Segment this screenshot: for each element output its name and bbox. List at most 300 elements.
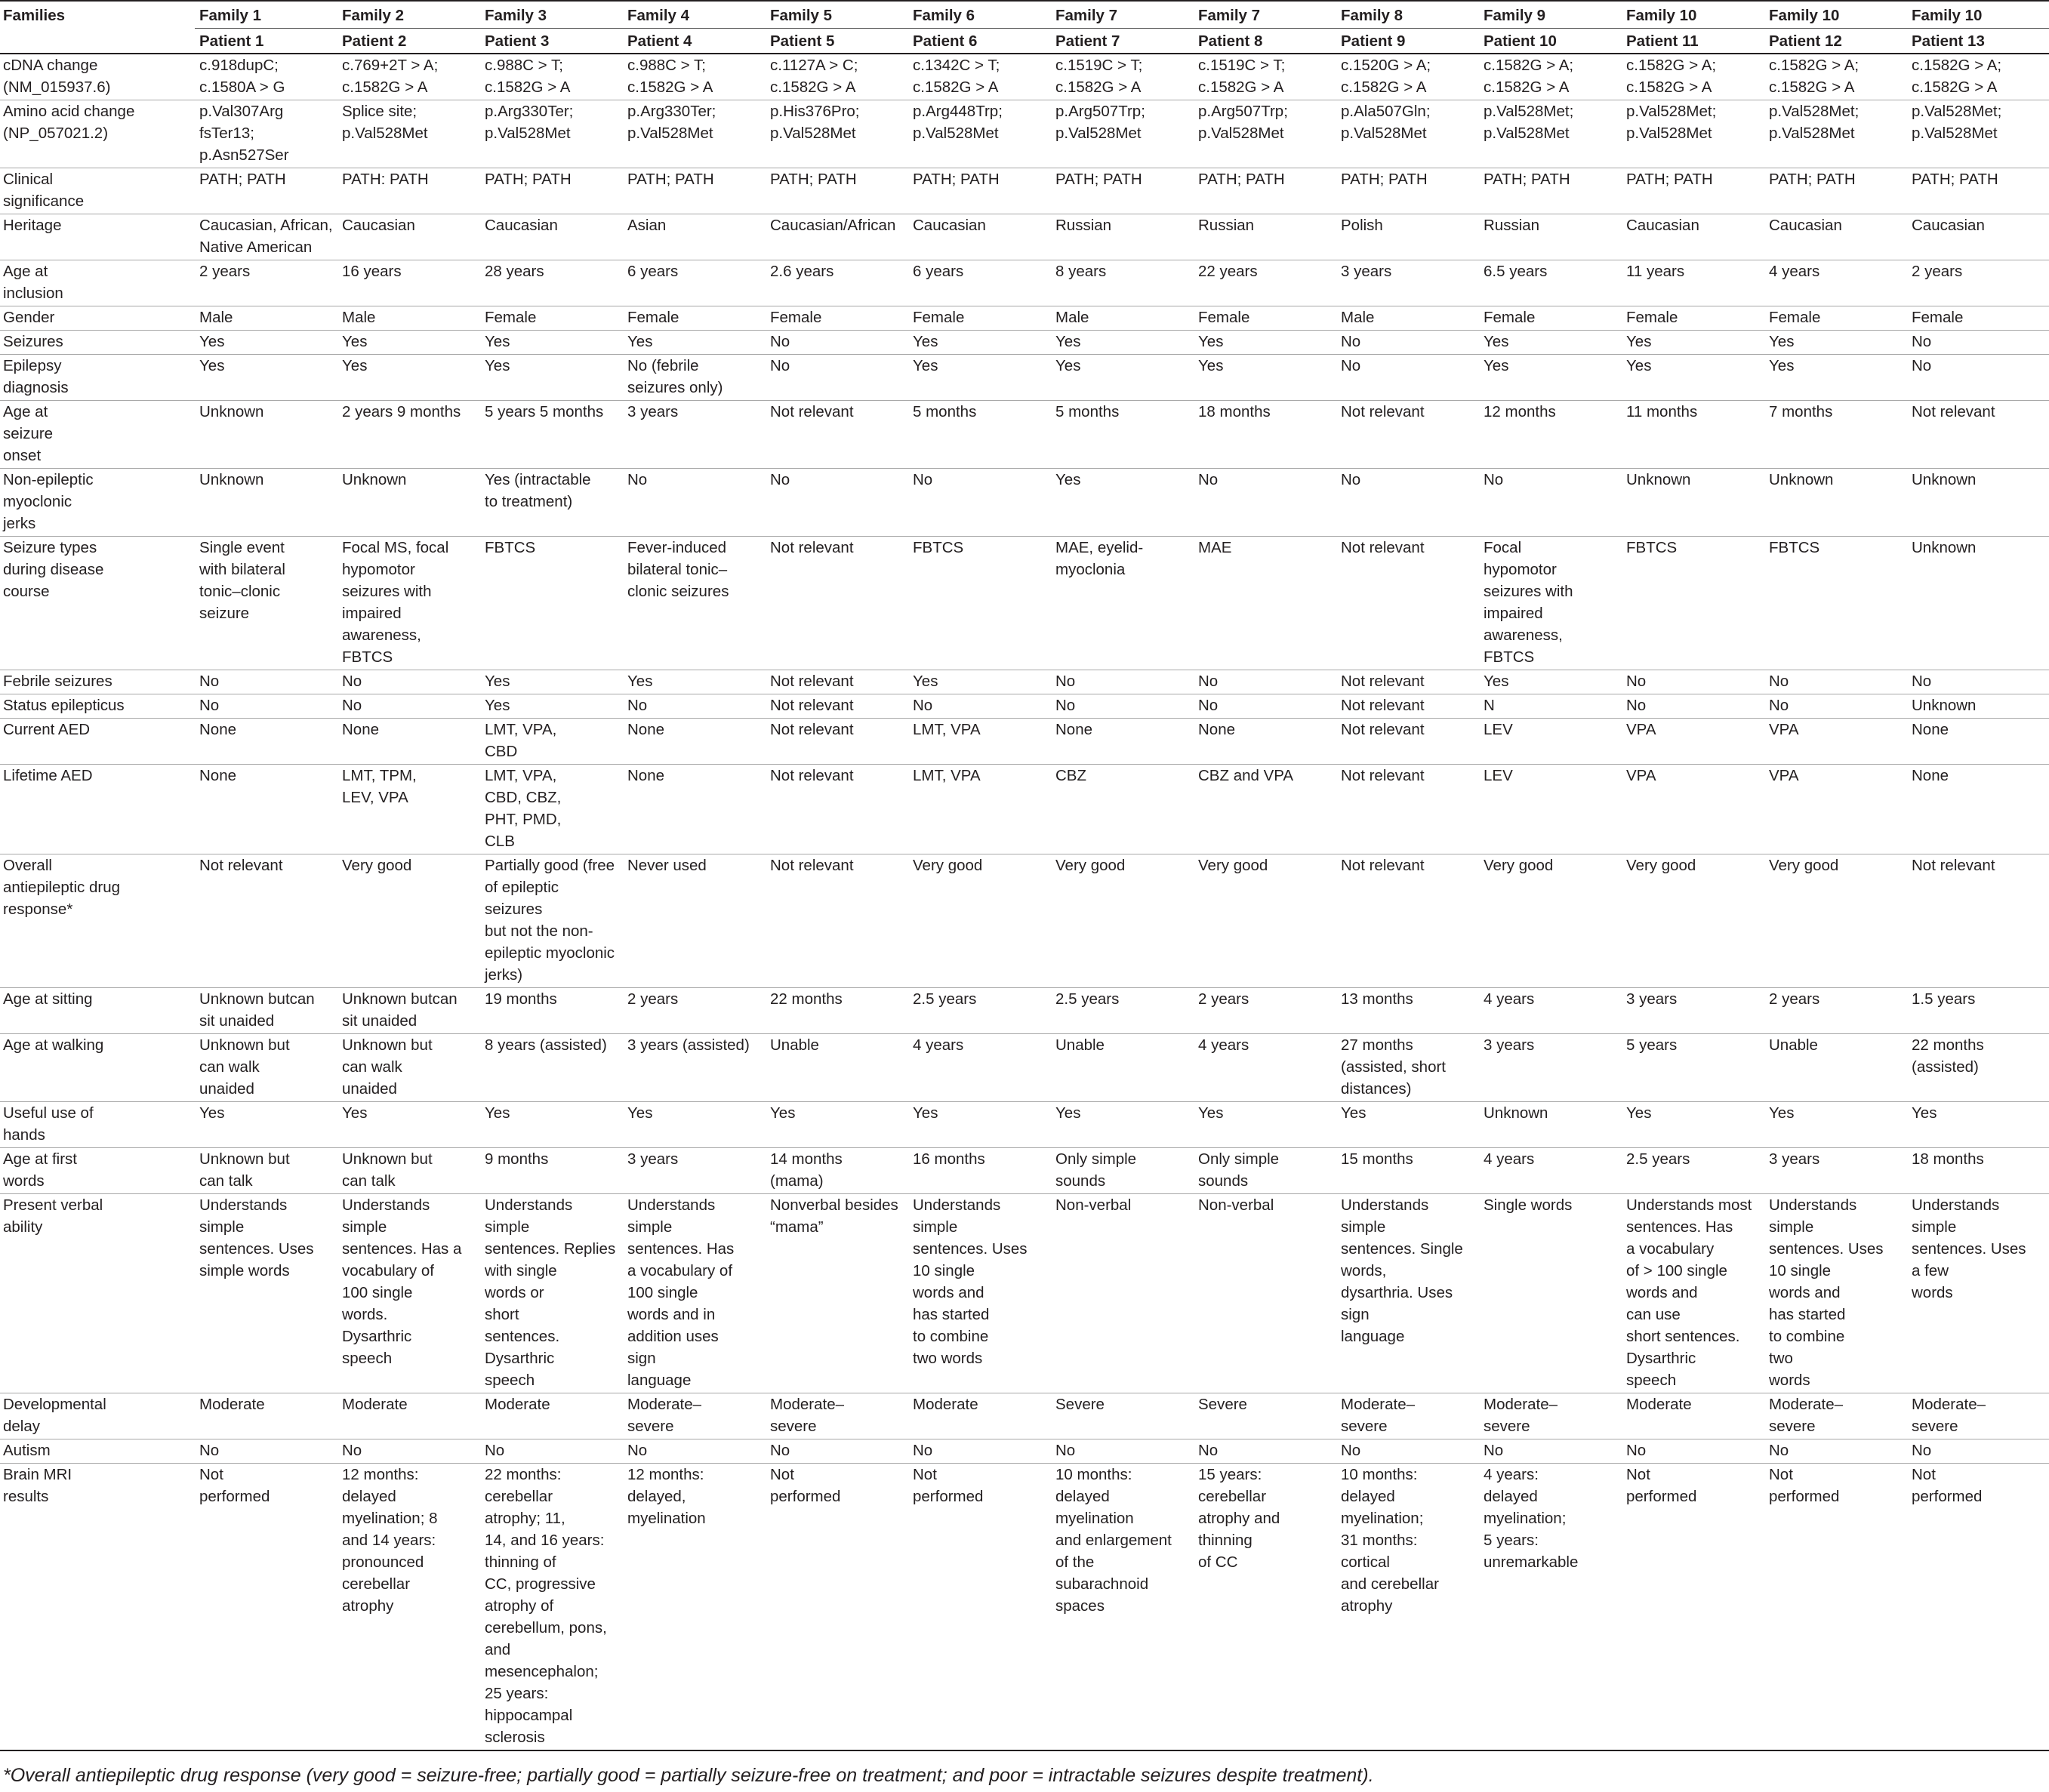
table-cell: 3 years [627, 1150, 679, 1168]
table-cell: Yes [1769, 333, 1795, 350]
table-cell: 14 months (mama) [770, 1150, 843, 1190]
table-cell: Female [1626, 309, 1678, 326]
table-cell: Yes [1198, 357, 1224, 374]
table-cell: Single event with bilateral tonic–clonic seizure [199, 539, 285, 622]
table-cell: Severe [1198, 1396, 1247, 1413]
table-cell: FBTCS [1769, 539, 1820, 556]
table-cell: Female [1484, 309, 1536, 326]
family-header-cell: Family 6 [908, 1, 1051, 29]
table-cell: PATH; PATH [1341, 171, 1428, 188]
table-cell: 7 months [1769, 403, 1833, 420]
table-cell: No [913, 1442, 933, 1459]
table-cell: 12 months: delayed, myelination [627, 1466, 706, 1527]
table-cell: Never used [627, 857, 707, 874]
table-cell: PATH; PATH [1912, 171, 1998, 188]
table-cell: PATH; PATH [913, 171, 1000, 188]
table-cell: Not relevant [1341, 721, 1425, 738]
table-cell: c.1582G > A; c.1582G > A [1626, 57, 1717, 96]
table-cell: No [1626, 1442, 1647, 1459]
table-cell: Understands simple sentences. Uses 10 single words and has started to combine two words [913, 1196, 1028, 1367]
table-cell: Unknown [1484, 1104, 1548, 1122]
family-header-cell: Family 10 [1622, 1, 1764, 29]
table-cell: No [1341, 1442, 1361, 1459]
patient-header-cell: Patient 1 [195, 29, 337, 54]
table-cell: No [199, 673, 220, 690]
table-cell: LEV [1484, 767, 1513, 784]
table-cell: No [1626, 697, 1647, 714]
table-cell: Yes [1769, 1104, 1795, 1122]
table-cell: Yes [1484, 673, 1509, 690]
table-cell: Yes [199, 1104, 225, 1122]
table-cell: c.988C > T; c.1582G > A [627, 57, 713, 96]
table-cell: No [1769, 1442, 1789, 1459]
table-cell: 18 months [1198, 403, 1271, 420]
table-cell: 4 years [913, 1036, 964, 1054]
family-header-cell: Family 10 [1764, 1, 1907, 29]
table-cell: p.His376Pro; p.Val528Met [770, 103, 860, 142]
table-cell: 3 years [1341, 263, 1392, 280]
table-cell: Not relevant [1341, 857, 1425, 874]
table-cell: 8 years [1055, 263, 1107, 280]
table-cell: Focal hypomotor seizures with impaired awareness, FBTCS [1484, 539, 1573, 666]
table-cell: p.Arg507Trp; p.Val528Met [1055, 103, 1145, 142]
patient-header-cell: Patient 13 [1907, 29, 2049, 54]
table-cell: c.918dupC; c.1580A > G [199, 57, 285, 96]
table-row [0, 1102, 2049, 1148]
table-cell: Not performed [770, 1466, 841, 1505]
table-cell: Caucasian [485, 217, 558, 234]
table-cell: Male [342, 309, 376, 326]
table-cell: Male [1055, 309, 1089, 326]
table-cell: Yes [342, 333, 368, 350]
table-cell: Not relevant [199, 857, 283, 874]
table-cell: 10 months: delayed myelination; 31 months: cortical and cerebellar atrophy [1341, 1466, 1439, 1615]
family-header-cell: Family 1 [195, 1, 337, 29]
table-cell: p.Arg448Trp; p.Val528Met [913, 103, 1003, 142]
table-cell: Female [1769, 309, 1821, 326]
row-label: Age at walking [3, 1036, 104, 1054]
table-cell: c.1342C > T; c.1582G > A [913, 57, 1000, 96]
table-cell: 3 years [1769, 1150, 1820, 1168]
table-cell: Not performed [199, 1466, 270, 1505]
table-cell: c.1582G > A; c.1582G > A [1769, 57, 1860, 96]
table-cell: Moderate– severe [1341, 1396, 1416, 1435]
table-cell: p.Arg330Ter; p.Val528Met [485, 103, 574, 142]
patient-header-cell: Patient 9 [1336, 29, 1479, 54]
table-row [0, 694, 2049, 719]
table-cell: Only simple sounds [1055, 1150, 1137, 1190]
table-cell: Moderate [1626, 1396, 1692, 1413]
table-cell: 22 months: cerebellar atrophy; 11, 14, and 16 years: thinning of CC, progressive atrophy of cerebellum, pons, and mesencephalon; 25 years: hippocampal sclerosis [485, 1466, 607, 1746]
table-cell: Unknown [1912, 471, 1977, 488]
table-row [0, 719, 2049, 765]
table-cell: p.Arg507Trp; p.Val528Met [1198, 103, 1288, 142]
table-cell: None [1055, 721, 1093, 738]
table-cell: Caucasian [913, 217, 986, 234]
patient-header-cell: Patient 11 [1622, 29, 1764, 54]
table-row [0, 854, 2049, 988]
table-cell: CBZ and VPA [1198, 767, 1294, 784]
table-cell: Yes [1341, 1104, 1367, 1122]
patient-header-cell: Patient 8 [1194, 29, 1336, 54]
table-cell: 3 years [1484, 1036, 1535, 1054]
table-cell: 15 years: cerebellar atrophy and thinning of CC [1198, 1466, 1280, 1571]
table-cell: No [1198, 471, 1219, 488]
table-cell: 15 months [1341, 1150, 1413, 1168]
table-cell: 2 years [1769, 990, 1820, 1008]
table-cell: Yes [1626, 333, 1652, 350]
table-row [0, 1194, 2049, 1393]
table-cell: Very good [1198, 857, 1268, 874]
table-cell: VPA [1769, 767, 1799, 784]
table-cell: MAE, eyelid- myoclonia [1055, 539, 1144, 578]
table-cell: c.1127A > C; c.1582G > A [770, 57, 858, 96]
table-cell: LEV [1484, 721, 1513, 738]
table-header [0, 1, 2049, 54]
table-cell: Female [913, 309, 965, 326]
table-cell: Very good [913, 857, 983, 874]
table-cell: 12 months [1484, 403, 1556, 420]
table-cell: No [199, 1442, 220, 1459]
table-cell: 4 years: delayed myelination; 5 years: unremarkable [1484, 1466, 1579, 1571]
table-cell: 5 months [1055, 403, 1120, 420]
table-cell: None [1912, 767, 1949, 784]
table-cell: Russian [1484, 217, 1540, 234]
patient-header-cell: Patient 4 [623, 29, 766, 54]
table-cell: p.Val528Met; p.Val528Met [1769, 103, 1860, 142]
table-cell: FBTCS [913, 539, 964, 556]
row-label: Age at sitting [3, 990, 93, 1008]
table-row [0, 331, 2049, 355]
table-cell: 13 months [1341, 990, 1413, 1008]
table-cell: Unknown [342, 471, 407, 488]
table-cell: Very good [1484, 857, 1554, 874]
table-cell: 2.5 years [1055, 990, 1120, 1008]
table-cell: 5 months [913, 403, 977, 420]
table-cell: MAE [1198, 539, 1232, 556]
row-label: Age at inclusion [3, 263, 63, 302]
table-row [0, 260, 2049, 306]
table-cell: Not relevant [770, 697, 854, 714]
table-cell: No [1341, 471, 1361, 488]
table-cell: PATH: PATH [342, 171, 429, 188]
table-cell: FBTCS [1626, 539, 1678, 556]
table-cell: PATH; PATH [1626, 171, 1713, 188]
table-cell: 16 months [913, 1150, 985, 1168]
table-cell: LMT, VPA, CBD [485, 721, 557, 760]
patient-header-cell: Patient 12 [1764, 29, 1907, 54]
table-cell: 11 years [1626, 263, 1685, 280]
table-cell: Female [1198, 309, 1250, 326]
table-cell: Yes [913, 1104, 938, 1122]
table-cell: No [770, 333, 790, 350]
table-cell: No [342, 673, 362, 690]
table-cell: p.Ala507Gln; p.Val528Met [1341, 103, 1431, 142]
table-row [0, 401, 2049, 469]
table-cell: No [627, 471, 648, 488]
table-cell: c.1582G > A; c.1582G > A [1912, 57, 2002, 96]
table-cell: No [1912, 333, 1932, 350]
table-cell: 4 years [1198, 1036, 1249, 1054]
row-label: Brain MRI results [3, 1466, 72, 1505]
table-cell: Caucasian [1769, 217, 1842, 234]
row-label: Age at first words [3, 1150, 77, 1190]
table-cell: Understands most sentences. Has a vocabulary of > 100 single words and can use short sentences. Dysarthric speech [1626, 1196, 1752, 1389]
table-cell: Not relevant [1341, 767, 1425, 784]
table-cell: Yes [485, 673, 510, 690]
table-cell: Yes [1626, 1104, 1652, 1122]
table-row [0, 1464, 2049, 1751]
table-cell: None [627, 721, 665, 738]
families-corner-header: Families [0, 1, 195, 29]
table-row [0, 1148, 2049, 1194]
table-cell: Unknown but can walk unaided [342, 1036, 433, 1098]
row-label: Lifetime AED [3, 767, 93, 784]
family-header-cell: Family 5 [766, 1, 908, 29]
table-cell: Moderate– severe [1484, 1396, 1558, 1435]
table-cell: 27 months (assisted, short distances) [1341, 1036, 1446, 1098]
family-header-cell: Family 2 [337, 1, 480, 29]
table-cell: Yes [913, 357, 938, 374]
table-cell: 12 months: delayed myelination; 8 and 14 years: pronounced cerebellar atrophy [342, 1466, 438, 1615]
table-cell: Partially good (free of epileptic seizures but not the non- epileptic myoclonic jerks) [485, 857, 615, 984]
table-cell: 22 months [770, 990, 843, 1008]
table-cell: 2 years [1912, 263, 1963, 280]
row-label: Epilepsy diagnosis [3, 357, 69, 396]
table-cell: No [1055, 673, 1076, 690]
family-header-cell: Family 10 [1907, 1, 2049, 29]
table-cell: 3 years (assisted) [627, 1036, 750, 1054]
table-cell: 6 years [913, 263, 964, 280]
table-cell: Single words [1484, 1196, 1573, 1214]
table-cell: Focal MS, focal hypomotor seizures with impaired awareness, FBTCS [342, 539, 449, 666]
table-cell: 3 years [627, 403, 679, 420]
table-cell: 11 months [1626, 403, 1698, 420]
row-label: Developmental delay [3, 1396, 106, 1435]
table-cell: 8 years (assisted) [485, 1036, 607, 1054]
table-cell: Unknown [199, 403, 264, 420]
table-cell: No [1055, 1442, 1076, 1459]
table-cell: 6 years [627, 263, 679, 280]
table-cell: Not relevant [1341, 403, 1425, 420]
table-cell: Yes [1484, 357, 1509, 374]
table-cell: None [1198, 721, 1236, 738]
table-cell: 28 years [485, 263, 544, 280]
table-cell: Caucasian [1912, 217, 1985, 234]
table-cell: No [913, 697, 933, 714]
table-cell: No [485, 1442, 505, 1459]
table-cell: 2 years [1198, 990, 1249, 1008]
patient-header-cell: Patient 6 [908, 29, 1051, 54]
table-row [0, 168, 2049, 214]
patient-header-row [0, 29, 2049, 54]
table-cell: Yes [627, 333, 653, 350]
table-body [0, 54, 2049, 1750]
table-cell: Understands simple sentences. Has a vocabulary of 100 single words and in addition uses sign language [627, 1196, 735, 1389]
table-cell: Yes (intractable to treatment) [485, 471, 591, 510]
table-cell: No (febrile seizures only) [627, 357, 723, 396]
table-cell: CBZ [1055, 767, 1086, 784]
row-label: Overall antiepileptic drug response* [3, 857, 120, 918]
family-header-cell: Family 7 [1194, 1, 1336, 29]
family-header-cell: Family 9 [1479, 1, 1622, 29]
family-header-cell: Family 8 [1336, 1, 1479, 29]
table-cell: Understands simple sentences. Single words, dysarthria. Uses sign language [1341, 1196, 1463, 1345]
row-label: cDNA change (NM_015937.6) [3, 57, 111, 96]
table-cell: Moderate– severe [1912, 1396, 1986, 1435]
table-row [0, 306, 2049, 331]
table-cell: Not relevant [1912, 403, 1995, 420]
row-label: Gender [3, 309, 55, 326]
table-cell: Not relevant [770, 857, 854, 874]
table-cell: Moderate [199, 1396, 265, 1413]
table-row [0, 988, 2049, 1034]
table-cell: Nonverbal besides “mama” [770, 1196, 898, 1236]
table-cell: Not relevant [1341, 697, 1425, 714]
table-cell: Unable [770, 1036, 819, 1054]
table-cell: 2 years 9 months [342, 403, 461, 420]
table-cell: No [770, 357, 790, 374]
row-label: Amino acid change (NP_057021.2) [3, 103, 135, 142]
table-cell: Yes [1484, 333, 1509, 350]
table-cell: Very good [1626, 857, 1696, 874]
table-cell: Yes [485, 357, 510, 374]
table-cell: PATH; PATH [1055, 171, 1142, 188]
table-cell: No [770, 471, 790, 488]
table-cell: Yes [1055, 1104, 1081, 1122]
table-cell: No [1341, 333, 1361, 350]
row-label: Useful use of hands [3, 1104, 94, 1144]
table-cell: No [342, 1442, 362, 1459]
table-cell: 9 months [485, 1150, 549, 1168]
table-cell: Caucasian [342, 217, 415, 234]
table-cell: Caucasian, African, Native American [199, 217, 333, 256]
table-cell: Understands simple sentences. Uses 10 single words and has started to combine two words [1769, 1196, 1884, 1389]
table-cell: Male [199, 309, 233, 326]
patient-header-cell: Patient 2 [337, 29, 480, 54]
table-cell: VPA [1626, 721, 1656, 738]
table-cell: Not performed [913, 1466, 984, 1505]
table-cell: c.1582G > A; c.1582G > A [1484, 57, 1574, 96]
table-cell: p.Val528Met; p.Val528Met [1626, 103, 1717, 142]
table-cell: Yes [1055, 333, 1081, 350]
row-label: Non-epileptic myoclonic jerks [3, 471, 94, 532]
table-cell: No [913, 471, 933, 488]
table-cell: c.988C > T; c.1582G > A [485, 57, 571, 96]
table-cell: No [1626, 673, 1647, 690]
table-cell: Not relevant [1341, 673, 1425, 690]
table-cell: No [1484, 1442, 1504, 1459]
table-footnote: *Overall antiepileptic drug response (very good = seizure-free; partially good = partially seizure-free on treatment; and poor = intractable seizures despite treatment). [3, 1765, 1374, 1786]
row-label: Autism [3, 1442, 51, 1459]
family-header-cell: Family 4 [623, 1, 766, 29]
table-cell: Unknown [199, 471, 264, 488]
table-cell: Unknown [1626, 471, 1691, 488]
table-cell: Moderate– severe [1769, 1396, 1844, 1435]
table-cell: No [199, 697, 220, 714]
table-cell: 4 years [1484, 990, 1535, 1008]
table-cell: 5 years 5 months [485, 403, 604, 420]
table-cell: No [1198, 697, 1219, 714]
table-cell: Not relevant [770, 539, 854, 556]
table-cell: Moderate [913, 1396, 978, 1413]
table-cell: p.Arg330Ter; p.Val528Met [627, 103, 716, 142]
table-cell: Unknown butcan sit unaided [342, 990, 458, 1030]
table-cell: Unknown but can walk unaided [199, 1036, 290, 1098]
table-cell: No [627, 697, 648, 714]
table-cell: Non-verbal [1198, 1196, 1274, 1214]
table-cell: Moderate– severe [627, 1396, 702, 1435]
table-cell: Female [1912, 309, 1964, 326]
table-cell: Unable [1055, 1036, 1105, 1054]
table-row [0, 1439, 2049, 1464]
table-cell: No [1341, 357, 1361, 374]
table-cell: Asian [627, 217, 667, 234]
table-cell: LMT, VPA [913, 767, 981, 784]
table-cell: Unable [1769, 1036, 1818, 1054]
table-row [0, 214, 2049, 260]
table-cell: Very good [342, 857, 412, 874]
row-label: Heritage [3, 217, 62, 234]
table-cell: Unknown but can talk [199, 1150, 290, 1190]
table-cell: None [199, 721, 237, 738]
table-row [0, 537, 2049, 670]
table-cell: PATH; PATH [1198, 171, 1285, 188]
table-cell: Yes [485, 697, 510, 714]
table-cell: Caucasian/African [770, 217, 896, 234]
table-cell: VPA [1626, 767, 1656, 784]
table-cell: 16 years [342, 263, 402, 280]
table-cell: Unknown butcan sit unaided [199, 990, 315, 1030]
table-cell: Male [1341, 309, 1375, 326]
table-cell: N [1484, 697, 1495, 714]
table-cell: Polish [1341, 217, 1383, 234]
table-cell: Not performed [1769, 1466, 1840, 1505]
table-cell: Fever-induced bilateral tonic– clonic seizures [627, 539, 729, 600]
table-cell: c.1520G > A; c.1582G > A [1341, 57, 1431, 96]
table-cell: Yes [199, 333, 225, 350]
table-cell: No [1055, 697, 1076, 714]
table-cell: Understands simple sentences. Has a vocabulary of 100 single words. Dysarthric speech [342, 1196, 462, 1367]
table-cell: VPA [1769, 721, 1799, 738]
table-cell: Severe [1055, 1396, 1105, 1413]
table-cell: 19 months [485, 990, 557, 1008]
table-cell: Understands simple sentences. Uses a few words [1912, 1196, 2026, 1301]
table-cell: 2.5 years [913, 990, 977, 1008]
table-row [0, 355, 2049, 401]
row-label: Seizure types during disease course [3, 539, 104, 600]
table-cell: None [627, 767, 665, 784]
table-cell: No [1912, 357, 1932, 374]
table-cell: PATH; PATH [627, 171, 714, 188]
table-cell: Not performed [1912, 1466, 1983, 1505]
table-cell: Yes [627, 1104, 653, 1122]
table-cell: 10 months: delayed myelination and enlargement of the subarachnoid spaces [1055, 1466, 1172, 1615]
table-cell: Non-verbal [1055, 1196, 1132, 1214]
table-cell: 6.5 years [1484, 263, 1548, 280]
table-cell: p.Val528Met; p.Val528Met [1484, 103, 1574, 142]
table-row [0, 1393, 2049, 1439]
table-cell: No [1912, 1442, 1932, 1459]
row-label: Clinical significance [3, 171, 85, 210]
table-cell: LMT, VPA [913, 721, 981, 738]
table-cell: Moderate [342, 1396, 408, 1413]
table-cell: Yes [485, 333, 510, 350]
table-cell: No [1198, 673, 1219, 690]
table-cell: Not relevant [770, 767, 854, 784]
table-cell: No [1484, 471, 1504, 488]
family-header-row [0, 1, 2049, 29]
